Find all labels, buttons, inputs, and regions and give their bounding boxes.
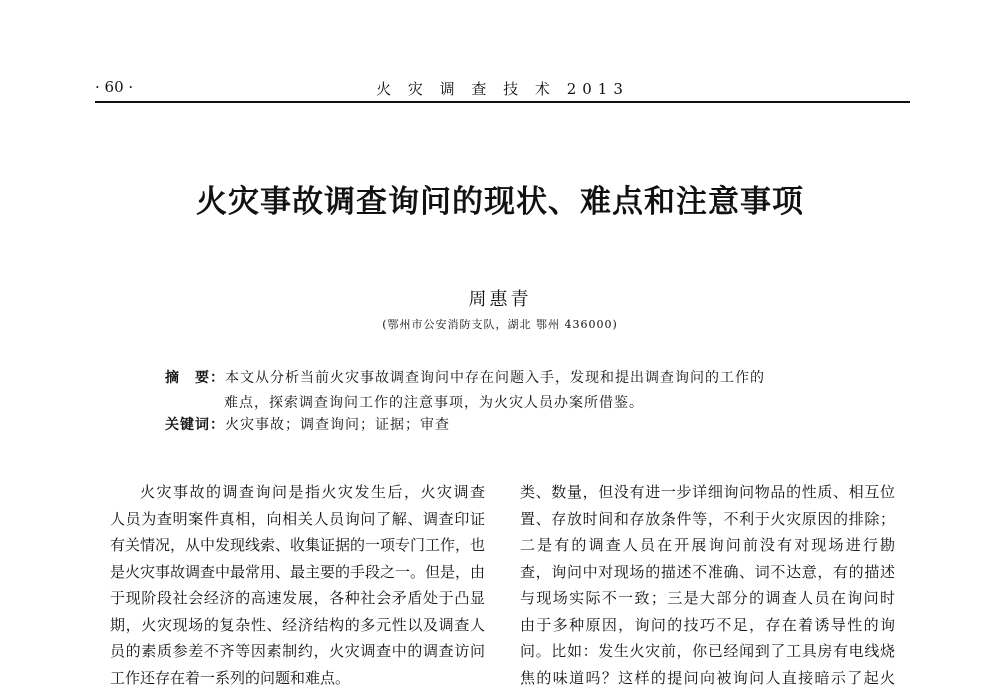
body-line: 于现阶段社会经济的高速发展，各种社会矛盾处于凸显 [110,585,485,612]
keywords-label: 关键词： [165,417,225,433]
body-line: 类、数量，但没有进一步详细询问物品的性质、相互位 [520,479,895,506]
header-rule [95,101,910,103]
abstract-text-2: 难点，探索调查询问工作的注意事项，为火灾人员办案所借鉴。 [165,391,855,416]
keywords [165,414,855,434]
body-line: 置、存放时间和存放条件等，不利于火灾原因的排除； [520,506,895,533]
body-line: 与现场实际不一致；三是大部分的调查人员在询问时 [520,585,895,612]
body-line: 二是有的调查人员在开展询问前没有对现场进行勘 [520,532,895,559]
body-line: 由于多种原因，询问的技巧不足，存在着诱导性的询 [520,612,895,639]
body-line: 问。比如：发生火灾前，你已经闻到了工具房有电线烧 [520,638,895,665]
abstract-text-1: 本文从分析当前火灾事故调查询问中存在问题入手，发现和提出调查询问的工作的 [225,370,765,386]
abstract-line [165,366,855,391]
body-line: 有关情况，从中发现线索、收集证据的一项专门工作，也 [110,532,485,559]
body-line: 火灾事故的调查询问是指火灾发生后，火灾调查 [110,479,485,506]
body-line: 工作还存在着一系列的问题和难点。 [110,665,485,691]
keywords-text: 火灾事故；调查询问；证据；审查 [225,417,450,433]
body-line: 期，火灾现场的复杂性、经济结构的多元性以及调查人 [110,612,485,639]
body-column-right [520,479,895,691]
running-header [95,78,910,102]
page-number: · 60 · [95,78,133,96]
body-line: 员的素质参差不齐等因素制约，火灾调查中的调查访问 [110,638,485,665]
body-line: 查，询问中对现场的描述不准确、词不达意，有的描述 [520,559,895,586]
body-line: 焦的味道吗？这样的提问向被询问人直接暗示了起火 [520,665,895,691]
abstract-label: 摘 要： [165,370,225,386]
abstract [165,366,855,416]
body-column-left [110,479,485,691]
body-line: 人员为查明案件真相，向相关人员询问了解、调查印证 [110,506,485,533]
author-affiliation: (鄂州市公安消防支队，湖北 鄂州 436000) [0,316,1000,332]
journal-title: 火 灾 调 查 技 术 2013 [95,78,910,99]
paper-title: 火灾事故调查询问的现状、难点和注意事项 [0,176,1000,221]
author-name: 周惠青 [0,285,1000,311]
body-line: 是火灾事故调查中最常用、最主要的手段之一。但是，由 [110,559,485,586]
